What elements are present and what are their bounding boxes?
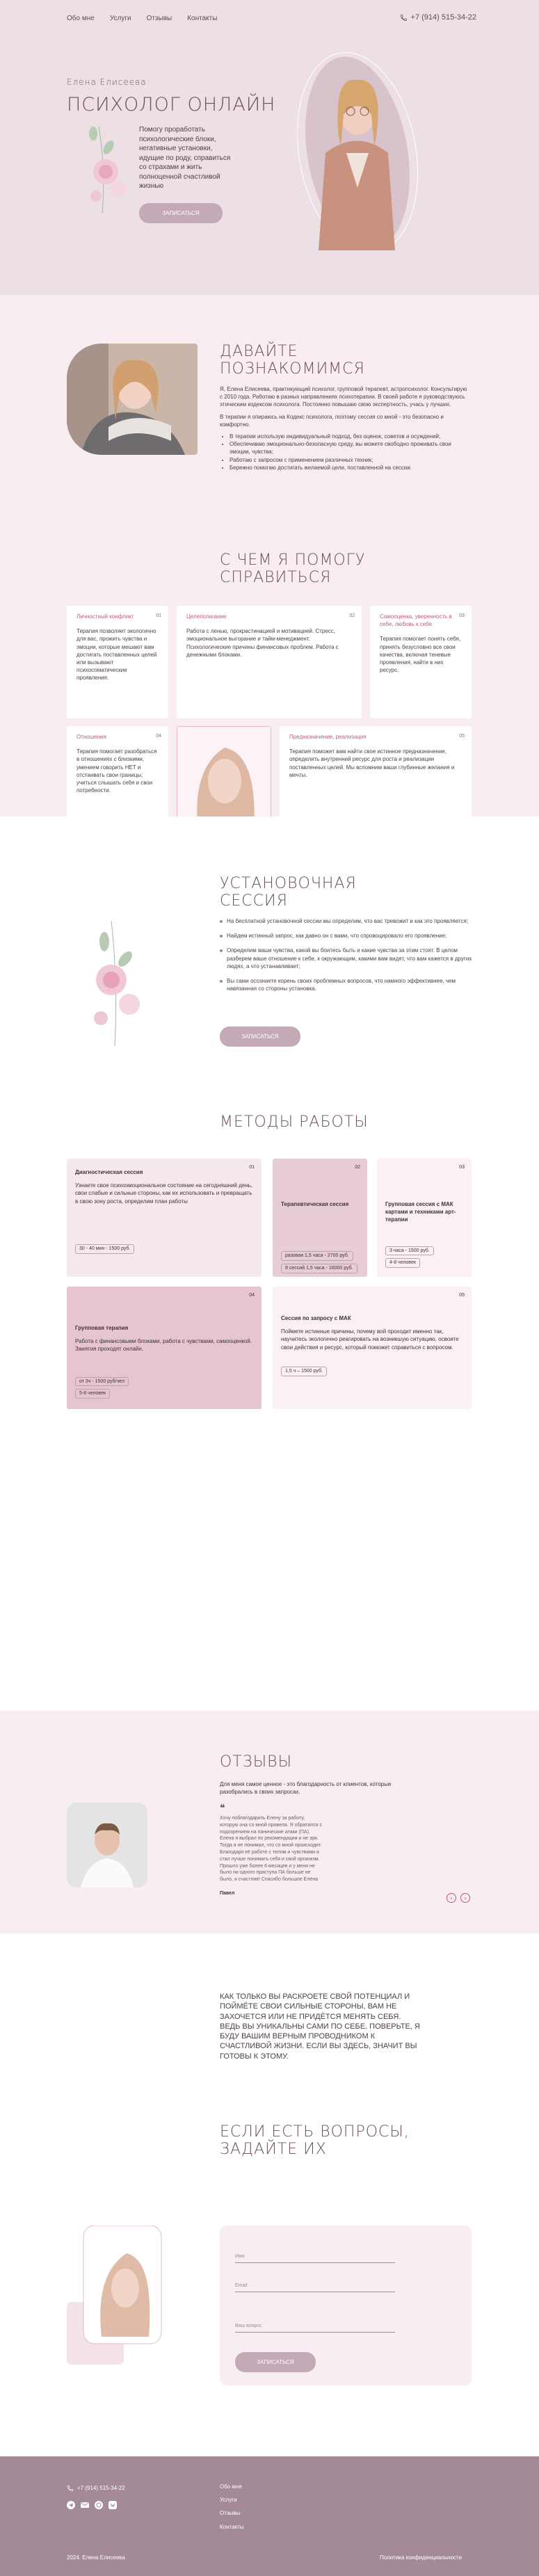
list-item: • В терапии использую индивидуальный подход, без оценок, советов и осуждений; xyxy=(230,433,470,440)
about-title: ДАВАЙТЕ ПОЗНАКОМИМСЯ xyxy=(220,343,365,378)
contact-submit-button[interactable]: ЗАПИСАТЬСЯ xyxy=(235,2352,316,2372)
footer-link-about[interactable]: Обо мне xyxy=(220,2484,242,2490)
about-bullet-list xyxy=(220,433,470,472)
hero-section xyxy=(0,0,539,295)
reviews-subtitle: Для меня самое ценное - это благодарность от клиентов, которые разобрались в своих запросах. xyxy=(220,1781,392,1796)
reviews-section xyxy=(0,1711,539,1933)
reviews-next-button[interactable]: › xyxy=(460,1893,470,1903)
footer-link-contacts[interactable]: Контакты xyxy=(220,2523,244,2530)
hero-description: Помогу проработать психологические блоки, негативные установки, идущие по роду, справиться со страхами и жить полноценной счастливой жизнью xyxy=(139,126,231,190)
main-nav xyxy=(67,14,217,24)
help-card xyxy=(67,606,168,718)
card-text: Терапия позволяет экологично для вас, прожить чувства и эмоции, которые мешают вам достигать поставленных целей или вызывают психосоматические проявления. xyxy=(77,628,157,682)
header-phone-number: +7 (914) 515-34-22 xyxy=(410,13,476,22)
price-tag: 4-8 человек xyxy=(385,1258,420,1268)
card-title: Предназначение, реализация xyxy=(289,734,367,740)
nav-contacts[interactable]: Контакты xyxy=(187,15,218,22)
motivation-text: КАК ТОЛЬКО ВЫ РАСКРОЕТЕ СВОЙ ПОТЕНЦИАЛ И ПОЙМЁТЕ СВОИ СИЛЬНЫЕ СТОРОНЫ, ВАМ НЕ ЗАХОЧЕТСЯ ИЛИ НЕ ПРИДЁТСЯ МЕНЯТЬ СЕБЯ. ВЕДЬ ВЫ УНИКАЛЬНЫ САМИ ПО СЕБЕ. ПОВЕРЬТЕ, Я БУДУ ВАШИМ ВЕРНЫМ ПРОВОДНИКОМ К СЧАСТЛИВОЙ ЖИЗНИ. ЕСЛИ ВЫ ЗДЕСЬ, ЗНАЧИТ ВЫ ГОТОВЫ К ЭТОМУ. xyxy=(220,1993,420,2061)
method-card xyxy=(67,1287,262,1409)
session-list xyxy=(220,917,473,999)
whatsapp-icon[interactable] xyxy=(95,2501,103,2509)
session-title: УСТАНОВОЧНАЯ СЕССИЯ xyxy=(220,875,357,910)
question-field[interactable]: Ваш вопрос xyxy=(235,2323,395,2333)
card-number: 03 xyxy=(459,613,465,618)
card-text: Поймете истинные причины, почему вой проходит именно так, научитесь экологично реагировать на возникшую ситуацию, освоите свои действия и ресурс, который поможет справиться с вопросом. xyxy=(281,1328,459,1351)
card-title: Групповая терапия xyxy=(75,1325,129,1331)
quote-icon: ❝ xyxy=(220,1802,225,1813)
hero-photo xyxy=(291,49,420,250)
name-field[interactable]: Имя xyxy=(235,2253,395,2263)
method-card xyxy=(273,1159,367,1277)
card-title: Самооценка, уверенность в себе, любовь к себе xyxy=(380,613,452,628)
list-item: • Обеспечиваю эмоционально-безопасную среду, вы можете свободно проживать свои эмоции, чувства; xyxy=(230,440,470,456)
social-icons xyxy=(67,2501,117,2509)
price-tag: 30 - 40 мин - 1500 руб. xyxy=(75,1244,134,1254)
card-title: Целеполагание xyxy=(186,613,227,620)
nav-about[interactable]: Обо мне xyxy=(67,15,95,22)
session-signup-button[interactable]: ЗАПИСАТЬСЯ xyxy=(220,1027,300,1047)
list-item: • Работаю с запросом с применением различных техник; xyxy=(230,456,470,464)
list-item: Определим ваши чувства, какой вы боитесь быть и какие чувства за этим стоят. В целом разберем ваше отношение к себе, к окружающим, какими вам видят, что вам кажется в других людях, а что устанавливает; xyxy=(220,947,473,970)
vk-icon[interactable] xyxy=(108,2501,117,2509)
method-card xyxy=(377,1159,472,1277)
card-title: Сессия по запросу с МАК xyxy=(281,1315,351,1321)
card-text: Работа с финансовыми блоками, работа с чувствами, самооценкой. Занятия проходят онлайн. xyxy=(75,1338,252,1353)
hero-name: Елена Елисеева xyxy=(67,77,147,87)
about-photo xyxy=(67,344,198,455)
card-text: Терапия помогает разобраться в отношениях с близкими, умением говорить НЕТ и отстаивать свои границы, учиться слышать себя и свои потребности. xyxy=(77,748,157,794)
footer-phone-number: +7 (914) 515-34-22 xyxy=(77,2485,125,2491)
email-field[interactable]: Email xyxy=(235,2283,395,2292)
copyright: 2024. Елена Елисеева xyxy=(67,2554,125,2561)
session-section xyxy=(0,816,539,1748)
card-text: Узнаете свое психоэмоциональное состояние на сегодняшний день, свои слабые и сильные стороны, как их использовать и превращать в свою зону роста, определим план работы xyxy=(75,1182,253,1205)
flower-illustration xyxy=(83,921,146,1046)
list-item: Вы сами осознаете корень своих проблемных вопросов, что намного эффективнее, чем навязанная со стороны установка. xyxy=(220,977,473,992)
method-card xyxy=(273,1287,472,1409)
email-icon[interactable] xyxy=(81,2501,89,2509)
footer-link-services[interactable]: Услуги xyxy=(220,2497,237,2504)
card-number: 01 xyxy=(156,613,161,618)
reviews-prev-button[interactable]: ‹ xyxy=(447,1893,456,1903)
card-text: Терапия помогает понять себя, принять безусловно все свои качества, включая теневые проявления, найти в них ресурс. xyxy=(380,636,461,674)
card-number: 04 xyxy=(249,1293,255,1298)
help-card xyxy=(370,606,472,718)
card-number: 02 xyxy=(349,613,355,618)
contact-title: ЕСЛИ ЕСТЬ ВОПРОСЫ, ЗАДАЙТЕ ИХ xyxy=(220,2123,410,2158)
card-title: Диагностическая сессия xyxy=(75,1169,143,1175)
about-section xyxy=(0,295,539,816)
reviewer-photo xyxy=(67,1803,147,1887)
privacy-link[interactable]: Политика конфиденциальности xyxy=(380,2554,462,2561)
card-title: Личностный конфликт xyxy=(77,613,134,620)
phone-icon xyxy=(400,14,408,22)
reviews-title: ОТЗЫВЫ xyxy=(220,1753,292,1771)
card-text: Терапия поможет вам найти свое истинное предназначение, определить внутренний ресурс для роста и реализации поставленных целей. Мы вспомним ваши глубинные желания и мечты. xyxy=(289,748,455,778)
about-paragraph-2: В терапии я опираюсь на Кодекс психолога, поэтому сессия со мной - это безопасно и комфортно. xyxy=(220,413,444,428)
header-phone[interactable] xyxy=(400,13,476,23)
footer-nav xyxy=(220,2483,244,2531)
telegram-icon[interactable] xyxy=(67,2501,75,2509)
card-text: Работа с ленью, прокрастинацией и мотивацией. Стресс, эмоциональное выгорание и тайм-менеджмент. Психологические причины финансовых проблем. Работа с денежными блоками. xyxy=(186,628,339,658)
card-number: 04 xyxy=(156,734,161,739)
about-text xyxy=(220,385,470,472)
price-tag: 8 сессий 1,5 часа - 16000 руб. xyxy=(281,1264,357,1273)
card-number: 05 xyxy=(459,734,465,739)
phone-icon xyxy=(67,2485,74,2492)
card-title: Отношения xyxy=(77,734,106,740)
contact-illustration xyxy=(67,2225,171,2365)
card-number: 01 xyxy=(249,1165,255,1170)
card-title: Групповая сессия с МАК картами и техниками арт-терапии xyxy=(385,1201,456,1223)
footer-link-reviews[interactable]: Отзывы xyxy=(220,2510,241,2517)
help-card xyxy=(177,606,362,718)
nav-services[interactable]: Услуги xyxy=(109,15,131,22)
nav-reviews[interactable]: Отзывы xyxy=(146,15,172,22)
list-item: На бесплатной установочной сессии мы определим, что вас тревожит и как это проявляется; xyxy=(220,917,473,925)
method-card xyxy=(67,1159,262,1277)
price-tag: разовая 1,5 часа - 2700 руб. xyxy=(281,1251,353,1261)
review-text: Хочу поблагодарить Елену за работу, которую она со мной провела. Я обратился с подозрением на панические атаки (ПА). Елена я выбрал по рекомендации и не зря. Тогда я не понимал, что со мной происходит. Благодаря её работе с телом и чувствами я стал лучше понимать себя и свой организм. Прошло уже более 6 месяцев и у меня не было ни одного приступа ПА больше не было, я счастлив! Спасибо большое Елена xyxy=(220,1816,323,1883)
hero-title: ПСИХОЛОГ ОНЛАЙН xyxy=(67,94,276,115)
about-paragraph-1: Я, Елена Елисеева, практикующий психолог, групповой терапевт, астропсихолог. Консультирую с 2010 года. Работаю в разных направлениях психотерапии. В своей работе я руководствуюсь этическим кодексом психолога. Постоянно повышаю свою экспертность, учась у лучших. xyxy=(220,386,467,408)
card-number: 03 xyxy=(459,1165,465,1170)
flower-illustration xyxy=(78,120,134,217)
review-author: Павел xyxy=(220,1891,235,1896)
card-number: 05 xyxy=(459,1293,465,1298)
lower-page xyxy=(0,1748,539,2225)
methods-title: МЕТОДЫ РАБОТЫ xyxy=(220,1113,369,1131)
footer-phone[interactable] xyxy=(67,2484,125,2492)
card-number: 02 xyxy=(355,1165,360,1170)
price-tag: 5-8 человек xyxy=(75,1389,110,1399)
price-tag: 3 часа - 1500 руб. xyxy=(385,1246,434,1256)
hero-signup-button[interactable]: ЗАПИСАТЬСЯ xyxy=(139,203,223,223)
list-item: • Бережно помогаю достигать желаемой цели, поставленной на сессии. xyxy=(230,464,470,472)
card-title: Терапевтическая сессия xyxy=(281,1201,349,1207)
help-title: С ЧЕМ Я ПОМОГУ СПРАВИТЬСЯ xyxy=(220,552,366,586)
price-tag: от 3ч - 1500 руб/чел xyxy=(75,1377,129,1387)
footer xyxy=(0,2456,539,2576)
list-item: Найдем истинный запрос, как давно он с вами, что спровоцировало его проявление; xyxy=(220,932,473,940)
contact-area xyxy=(0,2225,539,2576)
contact-form xyxy=(220,2225,472,2385)
price-tag: 1,5 ч – 1500 руб. xyxy=(281,1367,327,1376)
